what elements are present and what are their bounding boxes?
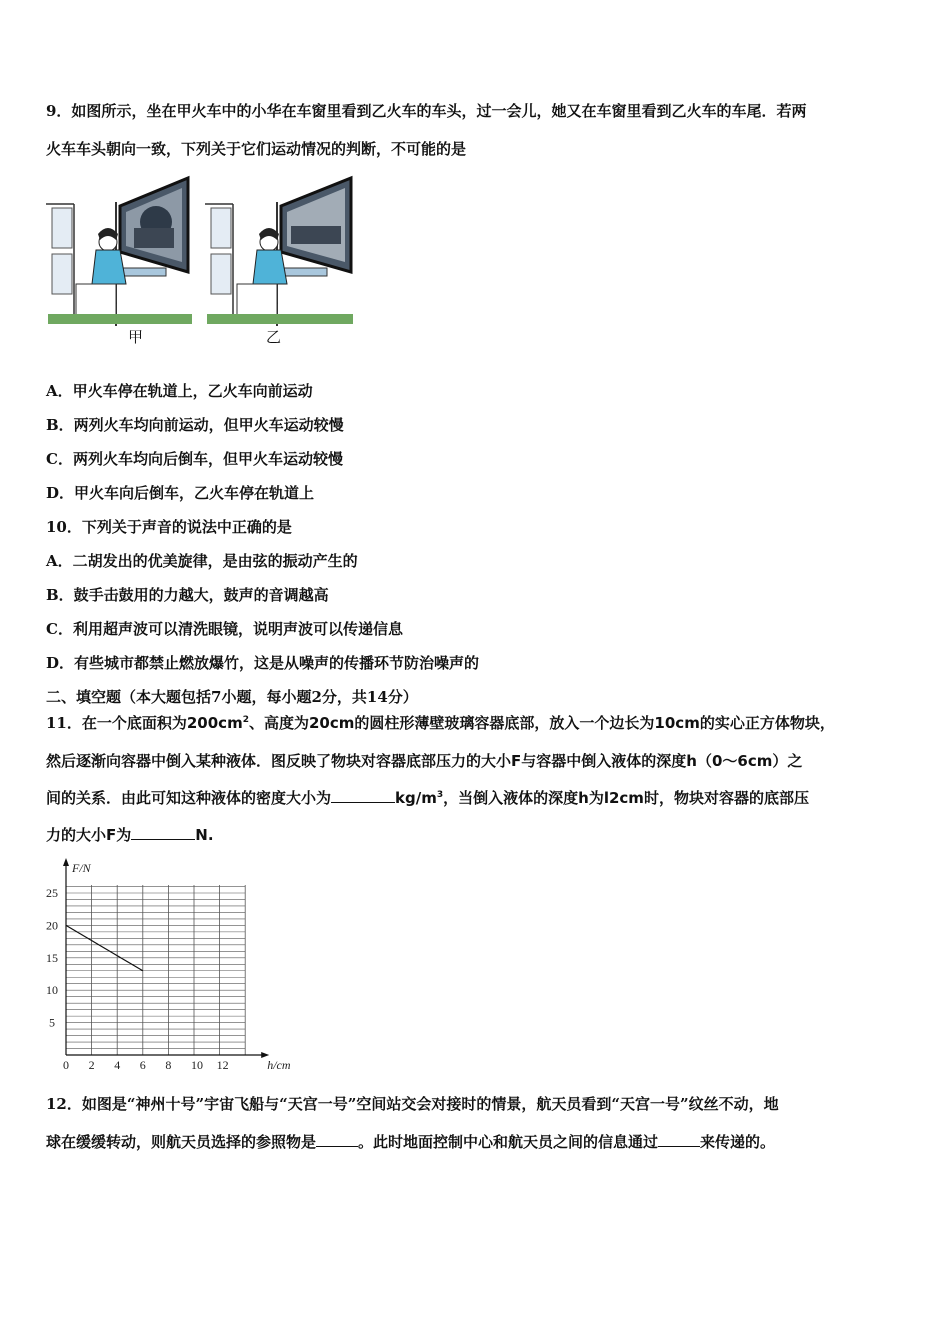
q9-figure-yi [205, 172, 355, 326]
q11-density-blank[interactable] [331, 788, 395, 803]
q9-figure-label-yi: 乙 [266, 328, 282, 346]
q12-reference-blank[interactable] [316, 1132, 358, 1147]
x-tick-label: 8 [165, 1058, 172, 1072]
q10-option-a: A．二胡发出的优美旋律，是由弦的振动产生的 [46, 552, 358, 570]
y-tick-label: 10 [46, 983, 58, 998]
section-2-heading: 二、填空题（本大题包括7小题，每小题2分，共14分） [46, 688, 418, 706]
q9-figure-label-jia: 甲 [128, 328, 144, 346]
y-tick-label: 5 [49, 1015, 55, 1030]
q9-option-a: A．甲火车停在轨道上，乙火车向前运动 [46, 382, 313, 400]
q10-option-d: D．有些城市都禁止燃放爆竹，这是从噪声的传播环节防治噪声的 [46, 654, 480, 672]
x-tick-label: 0 [63, 1058, 69, 1072]
x-tick-label: 4 [114, 1058, 121, 1072]
y-tick-label: 25 [46, 886, 58, 900]
q10-stem: 10．下列关于声音的说法中正确的是 [46, 518, 292, 536]
x-tick-label: 10 [191, 1058, 203, 1072]
q9-stem-line1: 9．如图所示，坐在甲火车中的小华在车窗里看到乙火车的车头，过一会儿，她又在车窗里看到乙火车的车尾．若两 [46, 102, 807, 120]
q11-force-blank[interactable] [131, 825, 195, 840]
q12-line2: 球在缓缓转动，则航天员选择的参照物是 。此时地面控制中心和航天员之间的信息通过 来传递的。 [46, 1133, 776, 1151]
q9-figure-jia [46, 172, 192, 326]
y-axis-label: F/N [72, 861, 91, 875]
q9-option-c: C．两列火车均向后倒车，但甲火车运动较慢 [46, 450, 343, 468]
y-tick-label: 20 [46, 918, 58, 933]
y-tick-label: 15 [46, 950, 58, 965]
x-axis-label: h/cm [267, 1058, 291, 1072]
q9-option-b: B．两列火车均向前运动，但甲火车运动较慢 [46, 416, 344, 434]
q11-force-depth-chart [46, 858, 291, 1072]
q11-line3: 间的关系．由此可知这种液体的密度大小为 $kg/m^3$，当倒入液体的深度h为l2cm时，物块对容器的底部压 [46, 789, 809, 807]
q11-line1: 11．在一个底面积为$200cm^2$、高度为20cm的圆柱形薄壁玻璃容器底部，放入一个边长为10cm的实心正方体物块， [46, 714, 835, 732]
q10-option-b: B．鼓手击鼓用的力越大，鼓声的音调越高 [46, 586, 329, 604]
q11-line4: 力的大小F为 N. [46, 826, 214, 844]
q12-medium-blank[interactable] [658, 1132, 700, 1147]
q12-line1: 12．如图是“神州十号”宇宙飞船与“天宫一号”空间站交会对接时的情景，航天员看到“天宫一号”纹丝不动，地 [46, 1095, 779, 1113]
x-tick-label: 12 [216, 1058, 229, 1072]
series-line-F [66, 925, 143, 970]
q9-stem-line2: 火车车头朝向一致，下列关于它们运动情况的判断，不可能的是 [46, 140, 467, 158]
y-axis-arrow [63, 858, 69, 866]
x-tick-label: 6 [139, 1058, 146, 1072]
q11-line2: 然后逐渐向容器中倒入某种液体．图反映了物块对容器底部压力的大小F与容器中倒入液体的深度h（0～6cm）之 [46, 752, 803, 770]
x-tick-label: 2 [88, 1058, 95, 1072]
q10-option-c: C．利用超声波可以清洗眼镜，说明声波可以传递信息 [46, 620, 403, 638]
q9-option-d: D．甲火车向后倒车，乙火车停在轨道上 [46, 484, 315, 502]
